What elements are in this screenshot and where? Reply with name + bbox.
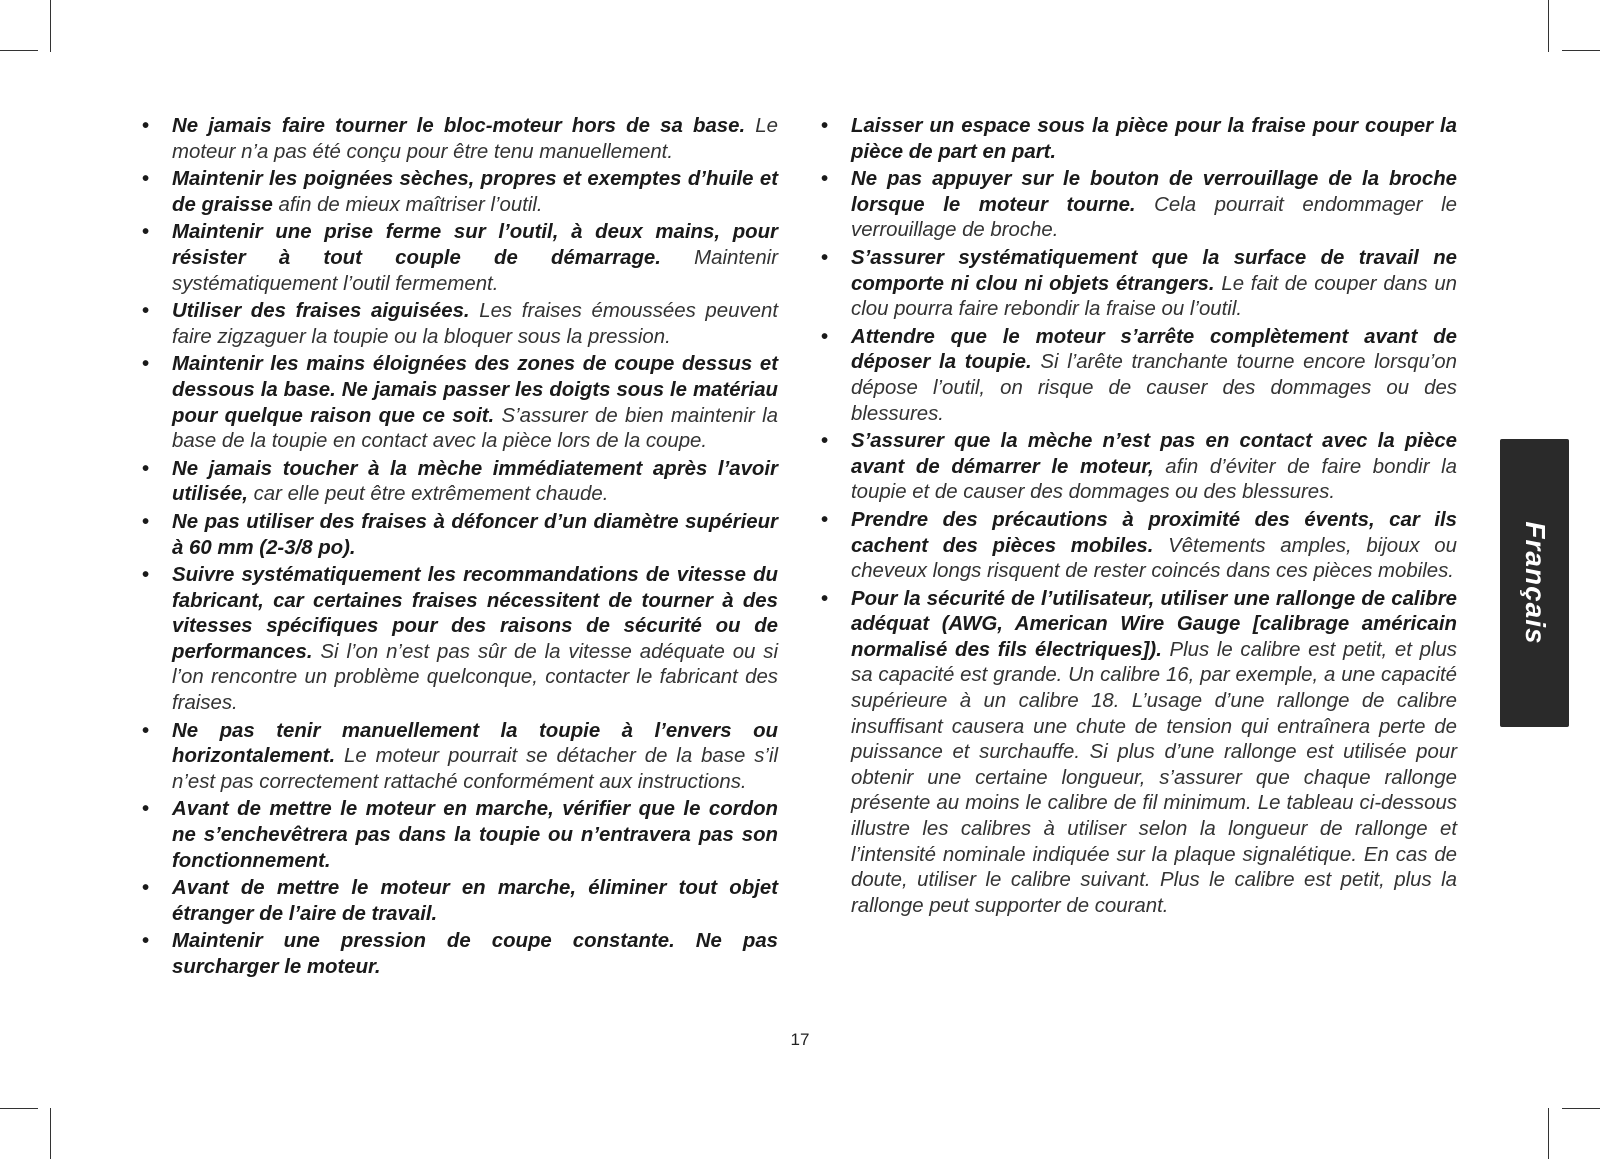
instruction-detail-text: Le fait de couper dans un clou pourra faire rebondir la fraise ou l’outil. <box>851 272 1458 321</box>
instruction-bold-text: Suivre systématiquement les recommandations de vitesse du fabricant, car certaines fraises nécessitent de tourner à des vitesses spécifiques pour des raisons de sécurité ou de performances. <box>172 564 778 663</box>
instruction-bold-text: Laisser un espace sous la pièce pour la fraise pour couper la pièce de part en part. <box>851 115 1457 163</box>
instruction-detail-text: Plus le calibre est petit, et plus sa capacité est grande. Un calibre 16, par exemple, a une capacité supérieure à un calibre 18. L’usage d’une rallonge de calibre insuffisant causera une chute de tension qui entraînera perte de puissance et surchauffe. Si plus d’une rallonge est utilisée pour obtenir une certaine longueur, s’assurer que chaque rallonge présente au moins le calibre de fil minimum. Le tableau ci-dessous illustre les calibres à utiliser selon la longueur de rallonge et l’intensité nominale indiquée sur la plaque signalétique. En cas de doute, utiliser le calibre suivant. Plus le calibre est petit, plus la rallonge peut supporter de courant. <box>851 638 1457 917</box>
safety-instruction-item <box>142 114 778 165</box>
bullet-icon: • <box>142 564 150 587</box>
page-number: 17 <box>790 1030 810 1049</box>
left-column <box>142 114 778 983</box>
safety-instruction-item <box>142 352 778 454</box>
instruction-bold-text: Ne jamais faire tourner le bloc-moteur hors de sa base. <box>172 115 746 137</box>
language-tab-label: Français <box>1519 521 1551 645</box>
instruction-bold-text: S’assurer que la mèche n’est pas en contact avec la pièce avant de démarrer le moteur, <box>851 430 1457 478</box>
bullet-icon: • <box>821 246 829 269</box>
left-bullet-list <box>142 114 778 981</box>
crop-mark <box>0 1108 38 1109</box>
bullet-icon: • <box>821 587 829 610</box>
safety-instruction-item <box>142 167 778 218</box>
bullet-icon: • <box>142 798 150 821</box>
bullet-icon: • <box>142 510 150 533</box>
safety-instruction-item <box>821 114 1457 165</box>
instruction-bold-text: Ne pas tenir manuellement la toupie à l’envers ou horizontalement. <box>172 719 778 768</box>
instruction-bold-text: Ne pas utiliser des fraises à défoncer d’un diamètre supérieur à 60 mm (2-3/8 po). <box>172 510 778 559</box>
crop-mark <box>50 1108 51 1159</box>
bullet-icon: • <box>142 719 150 742</box>
right-column <box>821 114 1457 921</box>
safety-instruction-item <box>821 508 1457 585</box>
bullet-icon: • <box>821 508 829 531</box>
safety-instruction-item <box>821 246 1457 323</box>
safety-instruction-item <box>142 299 778 350</box>
instruction-detail-text: car elle peut être extrêmement chaude. <box>247 483 609 506</box>
crop-mark <box>1562 50 1600 51</box>
instruction-detail-text: Les fraises émoussées peuvent faire zigzaguer la toupie ou la bloquer sous la pression. <box>172 300 778 348</box>
crop-mark <box>0 50 38 51</box>
instruction-bold-text: Utiliser des fraises aiguisées. <box>172 300 470 323</box>
safety-instruction-item <box>142 719 778 796</box>
crop-mark <box>1548 0 1549 52</box>
instruction-bold-text: Avant de mettre le moteur en marche, vérifier que le cordon ne s’enchevêtrera pas dans la toupie ou n’entravera pas son fonctionnement. <box>172 798 778 872</box>
safety-instruction-item <box>142 797 778 874</box>
instruction-bold-text: Maintenir les mains éloignées des zones de coupe dessus et dessous la base. Ne jamais passer les doigts sous le matériau pour quelque raison que ce soit. <box>172 353 778 427</box>
safety-instruction-item <box>821 325 1457 427</box>
instruction-bold-text: Prendre des précautions à proximité des évents, car ils cachent des pièces mobiles. <box>851 508 1457 557</box>
safety-instruction-item <box>821 429 1457 506</box>
crop-mark <box>1548 1108 1549 1159</box>
safety-instruction-item <box>142 563 778 717</box>
safety-instruction-item <box>821 167 1457 244</box>
right-bullet-list <box>821 114 1457 919</box>
instruction-detail-text: Vêtements amples, bijoux ou cheveux longs risquent de rester coincés dans ces pièces mobiles. <box>851 534 1457 583</box>
instruction-detail-text: Si l’arête tranchante tourne encore lorsqu’on dépose l’outil, on risque de causer des dommages ou des blessures. <box>851 351 1457 425</box>
bullet-icon: • <box>821 430 829 453</box>
instruction-bold-text: Maintenir une pression de coupe constante. Ne pas surcharger le moteur. <box>172 930 778 978</box>
instruction-bold-text: Ne pas appuyer sur le bouton de verrouillage de la broche lorsque le moteur tourne. <box>851 168 1457 216</box>
crop-mark <box>1562 1108 1600 1109</box>
bullet-icon: • <box>142 930 150 953</box>
instruction-bold-text: Maintenir les poignées sèches, propres et exemptes d’huile et de graisse <box>172 168 778 216</box>
instruction-detail-text: Maintenir systématiquement l’outil fermement. <box>172 246 778 295</box>
bullet-icon: • <box>142 877 150 900</box>
bullet-icon: • <box>821 168 829 191</box>
bullet-icon: • <box>142 300 150 323</box>
language-tab <box>1500 439 1569 727</box>
instruction-bold-text: Pour la sécurité de l’utilisateur, utiliser une rallonge de calibre adéquat (AWG, American Wire Gauge [calibrage américain normalisé des fils électriques]). <box>851 587 1457 661</box>
instruction-detail-text: S’assurer de bien maintenir la base de la toupie en contact avec la pièce lors de la coupe. <box>172 404 778 453</box>
safety-instruction-item <box>142 457 778 508</box>
instruction-detail-text: Le moteur pourrait se détacher de la base s’il n’est pas correctement rattaché conformément aux instructions. <box>172 745 778 793</box>
bullet-icon: • <box>142 353 150 376</box>
crop-mark <box>50 0 51 52</box>
instruction-detail-text: afin d’éviter de faire bondir la toupie et de causer des dommages ou des blessures. <box>851 455 1457 504</box>
instruction-detail-text: Si l’on n’est pas sûr de la vitesse adéquate ou si l’on rencontre un problème quelconque, contacter le fabricant des fraises. <box>172 640 778 715</box>
safety-instruction-item <box>821 587 1457 920</box>
safety-instruction-item <box>142 929 778 980</box>
instruction-bold-text: Maintenir une prise ferme sur l’outil, à deux mains, pour résister à tout couple de démarrage. <box>172 221 778 269</box>
bullet-icon: • <box>821 115 829 137</box>
instruction-bold-text: S’assurer systématiquement que la surface de travail ne comporte ni clou ni objets étrangers. <box>851 246 1457 295</box>
bullet-icon: • <box>142 168 150 191</box>
instruction-detail-text: Cela pourrait endommager le verrouillage de broche. <box>851 193 1457 242</box>
instruction-bold-text: Attendre que le moteur s’arrête complètement avant de déposer la toupie. <box>851 325 1457 374</box>
instruction-detail-text: Le moteur n’a pas été conçu pour être tenu manuellement. <box>172 115 778 163</box>
instruction-bold-text: Ne jamais toucher à la mèche immédiatement après l’avoir utilisée, <box>172 457 778 506</box>
instruction-detail-text: afin de mieux maîtriser l’outil. <box>272 193 543 216</box>
safety-instruction-item <box>142 510 778 561</box>
safety-instruction-item <box>142 876 778 927</box>
bullet-icon: • <box>821 325 829 348</box>
instruction-bold-text: Avant de mettre le moteur en marche, éliminer tout objet étranger de l’aire de travail. <box>172 877 778 925</box>
bullet-icon: • <box>142 457 150 480</box>
bullet-icon: • <box>142 115 150 137</box>
safety-instruction-item <box>142 220 778 297</box>
bullet-icon: • <box>142 221 150 244</box>
